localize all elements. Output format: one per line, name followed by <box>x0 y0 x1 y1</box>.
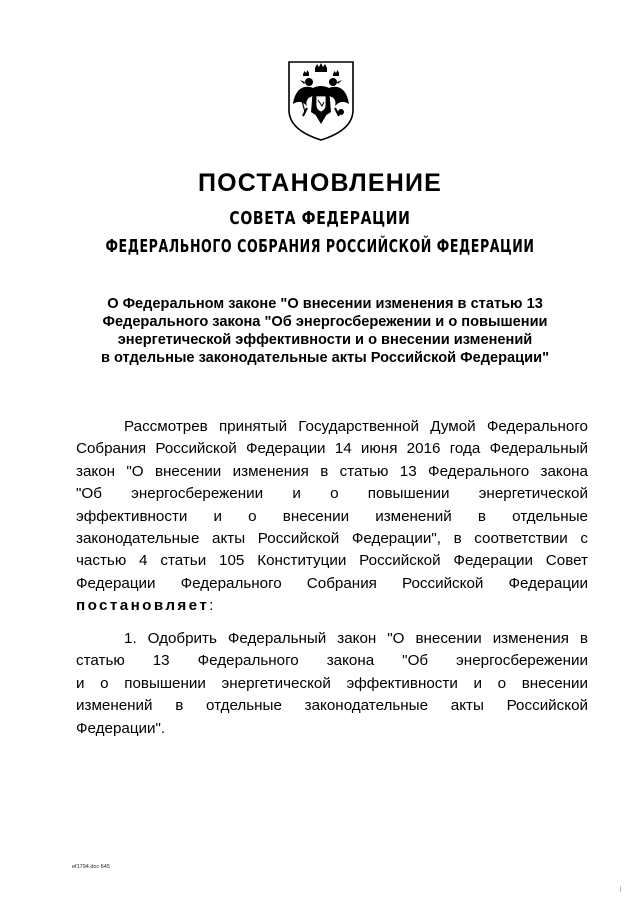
paragraph-line: и о повышении энергетической эффективности и о внесении <box>76 674 588 692</box>
paragraph-line: эффективности и о внесении изменений в отдельные <box>76 507 588 525</box>
resolves-line <box>76 595 588 617</box>
document-file-code: ef1794.doc 645 <box>72 864 110 870</box>
subject-line: О Федеральном законе "О внесении изменения в статью 13 <box>107 296 543 312</box>
paragraph-line: законодательные акты Российской Федерации", в соответствии с <box>76 529 588 547</box>
document-title: ПОСТАНОВЛЕНИЕ <box>197 169 443 197</box>
issuing-body-line2: ФЕДЕРАЛЬНОГО СОБРАНИЯ РОССИЙСКОЙ ФЕДЕРАЦИИ <box>105 236 535 257</box>
paragraph-line: статью 13 Федерального закона "Об энергосбережении <box>76 652 588 670</box>
resolves-colon: : <box>209 597 214 615</box>
paragraph-line: частью 4 статьи 105 Конституции Российской Федерации Совет <box>76 552 588 570</box>
resolution-item-1 <box>76 628 588 740</box>
paragraph-line: Федерации Федерального Собрания Российской Федерации <box>76 574 588 592</box>
paragraph-line: Федерации". <box>76 719 166 737</box>
paragraph-line: 1. Одобрить Федеральный закон "О внесении изменения в <box>124 630 588 647</box>
paragraph-line: "Об энергосбережении и о повышении энергетической <box>76 485 588 503</box>
paragraph-line: закон "О внесении изменения в статью 13 Федерального закона <box>76 462 588 480</box>
resolves-word: постановляет <box>76 597 210 615</box>
issuing-body-line1: СОВЕТА ФЕДЕРАЦИИ <box>229 208 411 229</box>
paragraph-line: Собрания Российской Федерации 14 июня 2016 года Федеральный <box>76 440 588 458</box>
document-subject <box>60 295 590 367</box>
subject-line: Федерального закона "Об энергосбережении и о повышении <box>102 314 548 330</box>
coat-of-arms-emblem-icon <box>283 60 359 142</box>
preamble-paragraph <box>76 416 588 618</box>
paragraph-line: Рассмотрев принятый Государственной Думой Федерального <box>124 418 588 435</box>
paragraph-line: изменений в отдельные законодательные акты Российской <box>76 697 588 715</box>
subject-line: в отдельные законодательные акты Российской Федерации" <box>100 350 550 366</box>
subject-line: энергетической эффективности и о внесении изменений <box>117 332 533 348</box>
scan-edge-mark <box>620 886 621 892</box>
